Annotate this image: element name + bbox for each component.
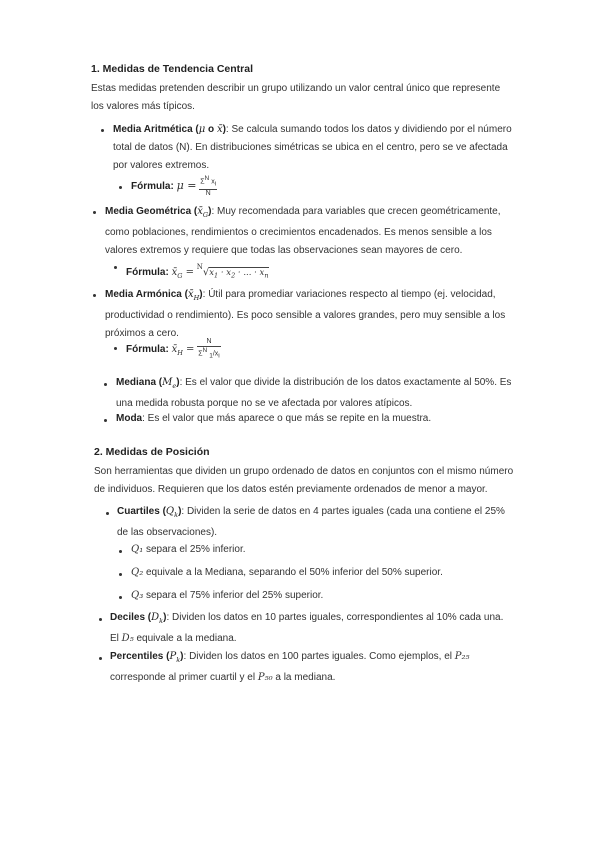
term-label: Deciles [110, 612, 146, 623]
item-text: por valores extremos. [113, 160, 210, 171]
bullet [101, 129, 104, 132]
bullet [93, 211, 96, 214]
formula-label: Fórmula: [131, 181, 174, 192]
term-label: Media Geométrica [105, 206, 192, 217]
section-title: 2. Medidas de Posición [94, 446, 210, 458]
bullet [119, 573, 122, 576]
item-text: separa el 25% inferior. [143, 544, 246, 555]
item-text: productividad o rendimiento). Es poco sensible a valores grandes, pero muy sensible a los [105, 310, 506, 321]
bullet [104, 383, 107, 386]
list-subitem-q1 [131, 541, 246, 559]
formula-harmonic: Fórmula: $x̄_H$ = $\frac{N}{\Sigma^N _1/x_i}$ [126, 338, 220, 360]
formula-arithmetic: Fórmula: μ = $\frac{\Sigma^N x_i}{N}$ [131, 175, 217, 197]
intro-line: Estas medidas pretenden describir un grupo utilizando un valor central único que represente [91, 83, 501, 94]
section-title: 1. Medidas de Tendencia Central [91, 63, 254, 75]
list-subitem-q2 [131, 564, 443, 582]
list-item-deciles: Deciles $(D_k)$: Dividen los datos en 10 partes iguales, correspondientes al 10% cada una. El D₅ equivale a la mediana. [110, 612, 504, 644]
item-text: total de datos (N). En distribuciones simétricas se ubica en el centro, pero se ve afectada [113, 142, 508, 153]
item-text: : Dividen la serie de datos en 4 partes iguales (cada una contiene el 25% [181, 506, 505, 517]
formula-label: Fórmula: [126, 267, 169, 278]
formula-label: Fórmula: [126, 344, 169, 355]
list-item-harmonic-mean: Media Armónica $(x̄_H)$: Útil para promediar variaciones respecto al tiempo (ej. velocidad, productividad o rendimiento). Es poco sensible a valores grandes, pero muy sensible a los próximos a cero. [105, 286, 535, 343]
list-item-arithmetic-mean: Media Aritmética (μ o x̄): Se calcula sumando todos los datos y dividiendo por el número total de datos (N). En distribuciones simétricas se ubica en el centro, pero se ve afectada por valores extremos. [113, 121, 533, 175]
bullet [114, 266, 117, 269]
list-item-median: Mediana $(M_e)$: Es el valor que divide la distribución de los datos exactamente al 50%. Es una medida robusta porque no se ve afectada por valores atípicos. [116, 374, 536, 413]
formula-geometric: Fórmula: $x̄_G = ^N√x_1 \cdot x_2$ · ... · $x_n$ [126, 263, 269, 280]
item-text: equivale a la mediana. [136, 633, 237, 644]
intro-line: de individuos. Requieren que los datos estén previamente ordenados de menor a mayor. [94, 484, 488, 495]
bullet [99, 657, 102, 660]
term-label: Moda [116, 413, 143, 424]
item-text: : Muy recomendada para variables que crecen geométricamente, [211, 206, 501, 217]
math-symbol: D₅ [121, 633, 134, 644]
item-text: : Se calcula sumando todos los datos y dividiendo por el número [225, 124, 512, 135]
item-text: : Dividen los datos en 10 partes iguales, correspondientes al 10% cada una. [166, 612, 504, 623]
item-text: próximos a cero. [105, 328, 179, 339]
term-label: Mediana [116, 377, 157, 388]
intro-line: los valores más típicos. [91, 101, 195, 112]
item-text: : Útil para promediar variaciones respecto al tiempo (ej. velocidad, [202, 289, 496, 300]
item-text: : Es el valor que divide la distribución de los datos exactamente al 50%. Es [179, 377, 512, 388]
item-text: : Es el valor que más aparece o que más se repite en la muestra. [142, 413, 432, 424]
intro-line: Son herramientas que dividen un grupo ordenado de datos en conjuntos con el mismo número [94, 466, 514, 477]
list-item-quartiles: Cuartiles $(Q_k)$: Dividen la serie de datos en 4 partes iguales (cada una contiene el 25% de las observaciones). [117, 503, 537, 542]
term-label: Media Armónica [105, 289, 182, 300]
bullet [99, 618, 102, 621]
math-symbol: P₅₀ [257, 672, 273, 683]
term-label: Cuartiles [117, 506, 160, 517]
item-text: equivale a la Mediana, separando el 50% inferior del 50% superior. [143, 567, 443, 578]
item-text: de las observaciones). [117, 527, 218, 538]
term-label: Percentiles [110, 651, 164, 662]
bullet [119, 550, 122, 553]
item-text: valores extremos y requiere que todas las observaciones sean mayores de cero. [105, 245, 463, 256]
math-symbol: Q₃ [131, 590, 144, 601]
list-item-percentiles: Percentiles $(P_k)$: Dividen los datos en 100 partes iguales. Como ejemplos, el P₂₅ corresponde al primer cuartil y el P₅₀ a la mediana. [110, 651, 470, 683]
item-text: separa el 75% inferior del 25% superior. [143, 590, 324, 601]
bullet [104, 419, 107, 422]
bullet [114, 347, 117, 350]
section-intro [91, 80, 500, 116]
list-subitem-q3 [131, 587, 323, 605]
item-text: como poblaciones, rendimientos o crecimientos encadenados. Es menos sensible a los [105, 227, 492, 238]
math-symbol: P₂₅ [454, 651, 470, 662]
item-text: corresponde al primer cuartil y el [110, 672, 258, 683]
section-intro [94, 463, 513, 499]
bullet [119, 186, 122, 189]
bullet [106, 512, 109, 515]
item-text: a la mediana. [272, 672, 336, 683]
bullet [119, 596, 122, 599]
list-item-geometric-mean: Media Geométrica $(x̄_G)$: Muy recomendada para variables que crecen geométricamente, como poblaciones, rendimientos o crecimientos encadenados. Es menos sensible a los valores extremos y requiere que todas las observaciones sean mayores de cero. [105, 203, 535, 260]
list-item-mode [116, 410, 536, 428]
item-text: : Dividen los datos en 100 partes iguales. Como ejemplos, el [183, 651, 455, 662]
math-symbol: Q₂ [131, 567, 144, 578]
item-text: una medida robusta porque no se ve afectada por valores atípicos. [116, 398, 413, 409]
item-text: El [110, 633, 122, 644]
term-label: Media Aritmética [113, 124, 193, 135]
bullet [93, 294, 96, 297]
math-symbol: Q₁ [131, 544, 144, 555]
